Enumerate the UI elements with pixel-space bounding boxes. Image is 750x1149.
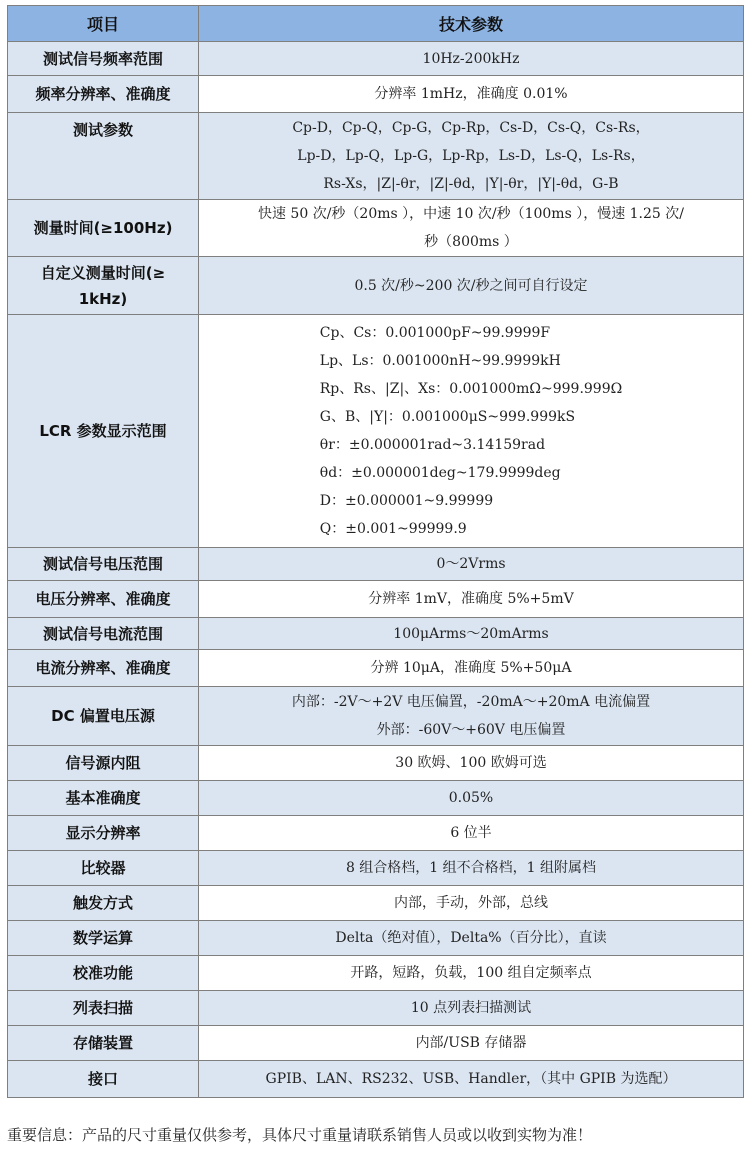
row-display-res xyxy=(8,816,744,851)
value-line: Cp-D，Cp-Q，Cp-G，Cp-Rp，Cs-D，Cs-Q，Cs-Rs， xyxy=(292,120,650,136)
value-line: Lp、Ls：0.001000nH~99.9999kH xyxy=(319,353,561,369)
row-label: LCR 参数显示范围 xyxy=(8,315,199,548)
row-label: 列表扫描 xyxy=(8,991,199,1026)
row-value: 分辨率 1mV，准确度 5%+5mV xyxy=(199,581,744,618)
row-label: 触发方式 xyxy=(8,886,199,921)
row-value: 100μArms～20mArms xyxy=(199,618,744,650)
row-value: GPIB、LAN、RS232、USB、Handler，（其中 GPIB 为选配） xyxy=(199,1061,744,1098)
row-dc-bias xyxy=(8,687,744,746)
row-label: 电流分辨率、准确度 xyxy=(8,650,199,687)
row-label: 测试信号电流范围 xyxy=(8,618,199,650)
label-line: 1kHz) xyxy=(78,289,128,308)
row-freq-range xyxy=(8,42,744,76)
row-value xyxy=(199,113,744,200)
row-value: 30 欧姆、100 欧姆可选 xyxy=(199,746,744,781)
row-value: 8 组合格档，1 组不合格档，1 组附属档 xyxy=(199,851,744,886)
row-value: 6 位半 xyxy=(199,816,744,851)
row-calibration xyxy=(8,956,744,991)
row-label: 频率分辨率、准确度 xyxy=(8,76,199,113)
row-value: 0～2Vrms xyxy=(199,548,744,581)
row-value: 分辨 10μA，准确度 5%+50μA xyxy=(199,650,744,687)
row-value: 0.5 次/秒~200 次/秒之间可自行设定 xyxy=(199,257,744,315)
row-label: 比较器 xyxy=(8,851,199,886)
row-value xyxy=(199,200,744,257)
row-curr-range xyxy=(8,618,744,650)
row-value: 10 点列表扫描测试 xyxy=(199,991,744,1026)
row-custom-time xyxy=(8,257,744,315)
row-label: 测试信号频率范围 xyxy=(8,42,199,76)
row-lcr-range xyxy=(8,315,744,548)
row-params xyxy=(8,113,744,200)
row-value: 0.05% xyxy=(199,781,744,816)
lcr-range-list xyxy=(320,315,622,547)
disclaimer-note: 重要信息：产品的尺寸重量仅供参考，具体尺寸重量请联系销售人员或以收到实物为准！ xyxy=(7,1126,593,1144)
row-label: 校准功能 xyxy=(8,956,199,991)
value-line: 秒（800ms ） xyxy=(424,234,518,250)
value-line: G、B、|Y|：0.001000μS~999.999kS xyxy=(319,409,576,425)
label-line: 自定义测量时间(≥ xyxy=(40,263,166,282)
row-label: 基本准确度 xyxy=(8,781,199,816)
row-accuracy xyxy=(8,781,744,816)
row-label xyxy=(8,257,199,315)
row-freq-res xyxy=(8,76,744,113)
value-line: D：±0.000001~9.99999 xyxy=(319,493,494,509)
value-line: 内部：-2V～+2V 电压偏置，-20mA～+20mA 电流偏置 xyxy=(291,694,651,710)
header-spec: 技术参数 xyxy=(199,6,744,42)
row-value: 内部/USB 存储器 xyxy=(199,1026,744,1061)
row-label: 测试信号电压范围 xyxy=(8,548,199,581)
row-label: 数学运算 xyxy=(8,921,199,956)
row-value: 10Hz-200kHz xyxy=(199,42,744,76)
row-label: DC 偏置电压源 xyxy=(8,687,199,746)
row-value xyxy=(199,687,744,746)
value-line: θd：±0.000001deg~179.9999deg xyxy=(319,465,561,481)
row-meas-time xyxy=(8,200,744,257)
row-value: 内部，手动，外部，总线 xyxy=(199,886,744,921)
row-volt-res xyxy=(8,581,744,618)
table-header-row xyxy=(8,6,744,42)
row-label: 测试参数 xyxy=(8,113,199,200)
header-item: 项目 xyxy=(8,6,199,42)
row-value: Delta（绝对值），Delta%（百分比），直读 xyxy=(199,921,744,956)
value-line: θr：±0.000001rad~3.14159rad xyxy=(319,437,546,453)
row-comparator xyxy=(8,851,744,886)
row-value xyxy=(199,315,744,548)
value-line: Rp、Rs、|Z|、Xs：0.001000mΩ~999.999Ω xyxy=(319,381,623,397)
row-storage xyxy=(8,1026,744,1061)
row-trigger xyxy=(8,886,744,921)
row-value: 开路，短路，负载，100 组自定频率点 xyxy=(199,956,744,991)
spec-table xyxy=(7,5,744,1098)
value-line: Rs-Xs，|Z|-θr，|Z|-θd，|Y|-θr，|Y|-θd，G-B xyxy=(323,176,619,192)
row-label: 接口 xyxy=(8,1061,199,1098)
row-src-res xyxy=(8,746,744,781)
row-label: 存储装置 xyxy=(8,1026,199,1061)
row-interface xyxy=(8,1061,744,1098)
value-line: 外部：-60V～+60V 电压偏置 xyxy=(376,722,566,738)
value-line: Cp、Cs：0.001000pF~99.9999F xyxy=(319,325,551,341)
value-line: Lp-D，Lp-Q，Lp-G，Lp-Rp，Ls-D，Ls-Q，Ls-Rs， xyxy=(297,148,645,164)
row-value: 分辨率 1mHz，准确度 0.01% xyxy=(199,76,744,113)
row-list-sweep xyxy=(8,991,744,1026)
value-line: 快速 50 次/秒（20ms ），中速 10 次/秒（100ms ），慢速 1.25 次/ xyxy=(257,206,684,222)
row-label: 显示分辨率 xyxy=(8,816,199,851)
row-curr-res xyxy=(8,650,744,687)
row-label: 信号源内阻 xyxy=(8,746,199,781)
row-volt-range xyxy=(8,548,744,581)
value-line: Q：±0.001~99999.9 xyxy=(319,521,467,537)
row-label: 电压分辨率、准确度 xyxy=(8,581,199,618)
row-math xyxy=(8,921,744,956)
row-label: 测量时间(≥100Hz) xyxy=(8,200,199,257)
